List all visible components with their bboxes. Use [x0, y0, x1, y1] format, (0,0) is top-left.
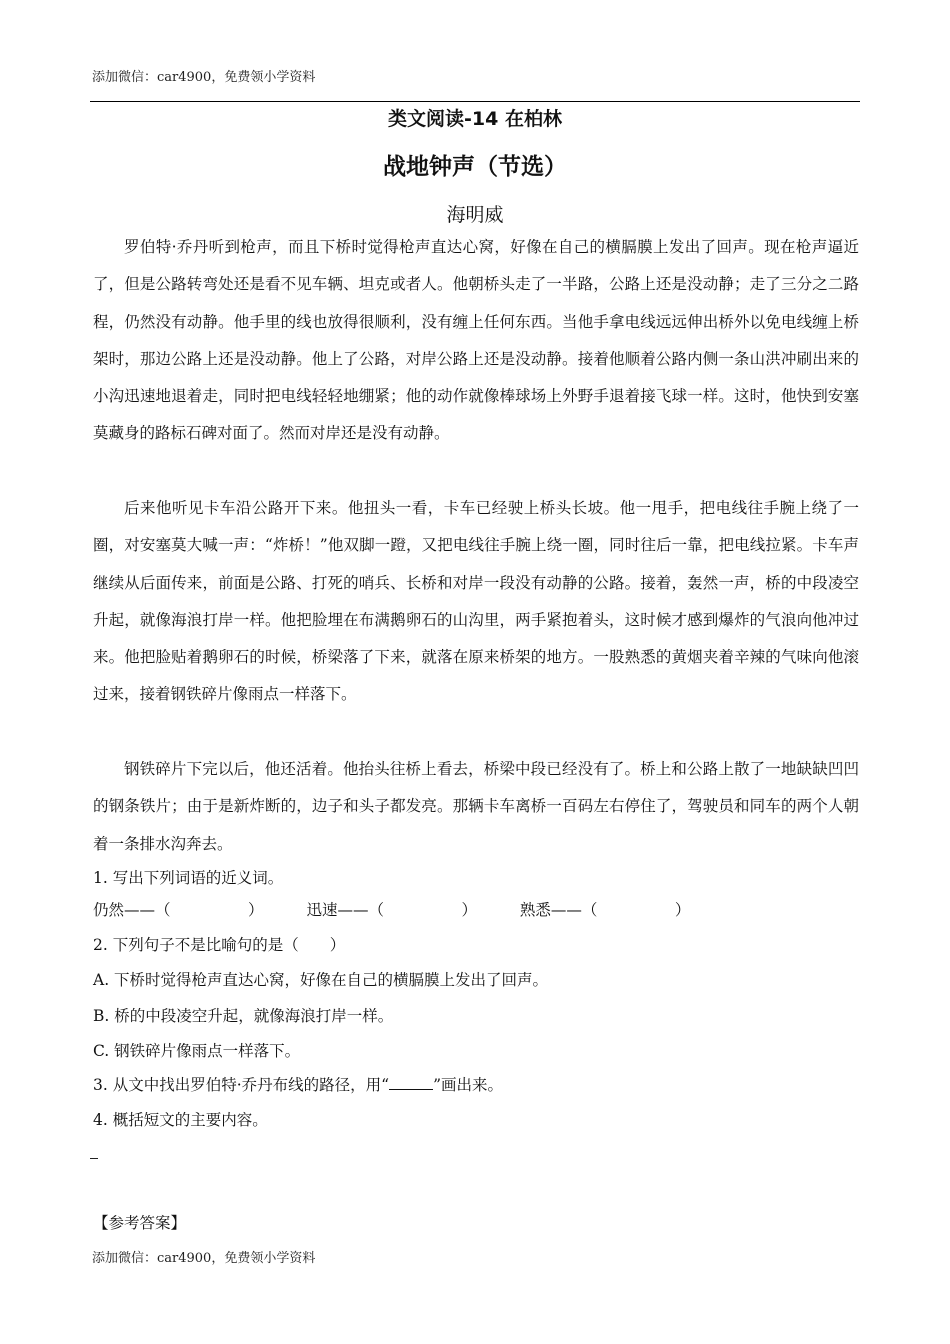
header-rule	[90, 101, 860, 102]
header-note: 添加微信：car4900，免费领小学资料	[92, 70, 316, 85]
paragraph-1: 罗伯特·乔丹听到枪声，而且下桥时觉得枪声直达心窝，好像在自己的横膈膜上发出了回声。现在枪声逼近了，但是公路转弯处还是看不见车辆、坦克或者人。他朝桥头走了一半路，公路上还是没动静；走了三分之二路程，仍然没有动静。他手里的线也放得很顺利，没有缠上任何东西。当他手拿电线远远伸出桥外以免电线缠上桥架时，那边公路上还是没动静。他上了公路，对岸公路上还是没动静。接着他顺着公路内侧一条山洪冲刷出来的小沟迅速地退着走，同时把电线轻轻地绷紧；他的动作就像棒球场上外野手退着接飞球一样。这时，他快到安塞莫藏身的路标石碑对面了。然而对岸还是没有动静。	[93, 238, 859, 443]
author-name: 海明威	[446, 204, 504, 226]
question-2: 2. 下列句子不是比喻句的是（ ）	[93, 936, 346, 954]
question-2-option-c: C. 钢铁碎片像雨点一样落下。	[93, 1042, 301, 1060]
answer-heading: 【参考答案】	[93, 1214, 187, 1232]
answer-line-dash	[90, 1158, 98, 1159]
question-2-option-a: A. 下桥时觉得枪声直达心窝，好像在自己的横膈膜上发出了回声。	[93, 971, 549, 989]
underline-mark	[389, 1075, 433, 1090]
question-3	[93, 1073, 503, 1095]
page-subtitle: 类文阅读-14 在柏林	[388, 108, 562, 130]
page-title: 战地钟声（节选）	[383, 154, 567, 180]
question-1: 1. 写出下列词语的近义词。	[93, 869, 284, 887]
question-2-option-b: B. 桥的中段凌空升起，就像海浪打岸一样。	[93, 1007, 394, 1025]
question-4: 4. 概括短文的主要内容。	[93, 1111, 268, 1129]
question-3-prefix: 3. 从文中找出罗伯特·乔丹布线的路径，用“	[93, 1076, 390, 1094]
footer-note: 添加微信：car4900，免费领小学资料	[92, 1251, 316, 1266]
synonym-item-3: 熟悉——（ ）	[519, 901, 691, 919]
synonym-item-2: 迅速——（ ）	[306, 901, 477, 919]
synonym-row	[93, 898, 728, 920]
synonym-item-1: 仍然——（ ）	[93, 901, 264, 919]
paragraph-2: 后来他听见卡车沿公路开下来。他扭头一看，卡车已经驶上桥头长坡。他一甩手，把电线往手腕上绕了一圈，对安塞莫大喊一声：“炸桥！”他双脚一蹬，又把电线往手腕上绕一圈，同时往后一靠，把电线拉紧。卡车声继续从后面传来，前面是公路、打死的哨兵、长桥和对岸一段没有动静的公路。接着，轰然一声，桥的中段凌空升起，就像海浪打岸一样。他把脸埋在布满鹅卵石的山沟里，两手紧抱着头，这时候才感到爆炸的气浪向他冲过来。他把脸贴着鹅卵石的时候，桥梁落了下来，就落在原来桥架的地方。一股熟悉的黄烟夹着辛辣的气味向他滚过来，接着钢铁碎片像雨点一样落下。	[93, 499, 859, 704]
paragraph-3: 钢铁碎片下完以后，他还活着。他抬头往桥上看去，桥梁中段已经没有了。桥上和公路上散了一地缺缺凹凹的钢条铁片；由于是新炸断的，边子和头子都发亮。那辆卡车离桥一百码左右停住了，驾驶员和同车的两个人朝着一条排水沟奔去。	[93, 760, 859, 853]
question-3-suffix: ”画出来。	[433, 1076, 504, 1094]
